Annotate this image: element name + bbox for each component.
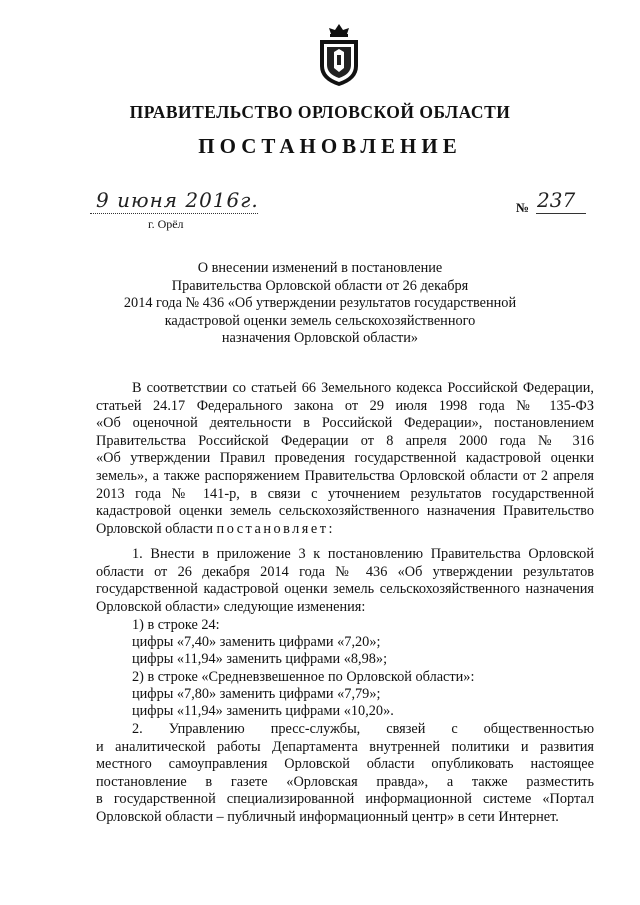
date-underline xyxy=(90,212,258,214)
preamble-last-prefix: Орловской области xyxy=(96,520,217,537)
changes-list xyxy=(132,617,474,720)
point-2-line: и аналитической работы Департамента внутренней политики и развития xyxy=(96,738,594,755)
point-1-line: Орловской области» следующие изменения: xyxy=(96,598,366,615)
document-type: ПОСТАНОВЛЕНИЕ xyxy=(198,134,462,158)
preamble-last-line xyxy=(96,521,594,539)
point-2-line: постановление в газете «Орловская правда», а также разместить xyxy=(96,773,594,790)
point-2-line: 2. Управлению пресс-службы, связей с общественностью xyxy=(132,721,594,737)
number-sign: № xyxy=(516,200,530,215)
preamble-line: «Об утверждении Правил проведения государственной кадастровой оценки xyxy=(96,450,594,467)
preamble-line: кадастровой оценки земель сельскохозяйственного назначения Правительство xyxy=(96,503,594,520)
change-item: цифры «7,40» заменить цифрами «7,20»; xyxy=(132,634,381,651)
preamble-paragraph xyxy=(96,380,594,538)
subject-line: 2014 года № 436 «Об утверждении результатов государственной xyxy=(123,295,517,312)
point-1-paragraph xyxy=(96,546,594,616)
subject-line: О внесении изменений в постановление xyxy=(197,260,443,276)
change-item: 2) в строке «Средневзвешенное по Орловской области»: xyxy=(132,668,475,685)
preamble-line: 2013 года № 141-р, в связи с уточнением результатов государственной xyxy=(96,485,594,502)
change-item: цифры «7,80» заменить цифрами «7,79»; xyxy=(132,685,381,702)
point-1-line: области от 26 декабря 2014 года № 436 «Об утверждении результатов xyxy=(96,563,594,580)
point-2-line: Орловской области – публичный информационный центр» в сети Интернет. xyxy=(96,808,559,825)
handwritten-number: 237 xyxy=(537,188,576,212)
preamble-line: Правительства Российской Федерации от 8 апреля 2000 года № 316 xyxy=(96,432,594,449)
number-underline xyxy=(536,212,586,214)
point-2-paragraph xyxy=(96,721,594,827)
document-subject xyxy=(110,260,530,348)
preamble-line: статьей 24.17 Федерального закона от 29 июля 1998 года № 135-ФЗ xyxy=(96,397,594,414)
point-2-line: местного самоуправления Орловской области опубликовать настоящее xyxy=(96,756,594,773)
handwritten-date: 9 июня 2016г. xyxy=(96,188,259,212)
change-item: цифры «11,94» заменить цифрами «8,98»; xyxy=(132,651,388,668)
coat-of-arms-icon xyxy=(314,22,364,88)
preamble-line: земель», а также распоряжением Правительства Орловской области от 2 апреля xyxy=(96,467,594,484)
subject-line: кадастровой оценки земель сельскохозяйственного xyxy=(164,312,476,329)
preamble-line: В соответствии со статьей 66 Земельного кодекса Российской Федерации, xyxy=(132,380,594,396)
preamble-line: «Об оценочной деятельности в Российской Федерации», постановлением xyxy=(96,415,594,432)
decree-word: постановляет: xyxy=(216,520,335,537)
subject-line: назначения Орловской области» xyxy=(221,330,419,347)
city-label: г. Орёл xyxy=(148,217,184,231)
change-item: цифры «11,94» заменить цифрами «10,20». xyxy=(132,703,394,720)
subject-line: Правительства Орловской области от 26 декабря xyxy=(171,277,469,294)
point-1-line: государственной кадастровой оценки земель сельскохозяйственного назначения xyxy=(96,581,594,598)
change-item: 1) в строке 24: xyxy=(132,617,220,633)
point-2-line: в государственной специализированной информационной системе «Портал xyxy=(96,791,594,808)
point-1-line: 1. Внести в приложение 3 к постановлению Правительства Орловской xyxy=(132,546,594,562)
government-name: ПРАВИТЕЛЬСТВО ОРЛОВСКОЙ ОБЛАСТИ xyxy=(129,102,511,122)
